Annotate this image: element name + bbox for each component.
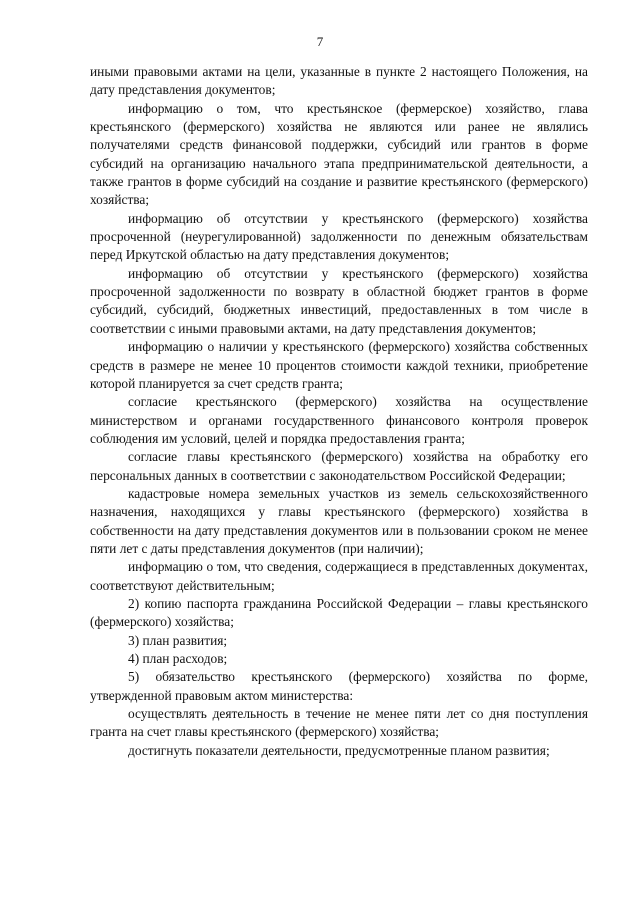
- paragraph: информацию о наличии у крестьянского (фермерского) хозяйства собственных средств в размере не менее 10 процентов стоимости каждой техники, приобретение которой планируется за счет средств гранта;: [90, 339, 588, 391]
- paragraph: информацию об отсутствии у крестьянского (фермерского) хозяйства просроченной (неурегулированной) задолженности по денежным обязательствам перед Иркутской областью на дату представления документов;: [90, 210, 588, 263]
- paragraph: 4) план расходов;: [128, 651, 228, 666]
- paragraph: 5) обязательство крестьянского (фермерского) хозяйства по форме, утвержденной правовым актом министерства:: [90, 669, 588, 703]
- paragraph: кадастровые номера земельных участков из земель сельскохозяйственного назначения, находящихся у главы крестьянского (фермерского) хозяйства в собственности на дату представления документов или в пользовании сроком не менее пяти лет с даты представления документов (при наличии);: [90, 485, 588, 556]
- paragraph: информацию об отсутствии у крестьянского (фермерского) хозяйства просроченной задолженности по возврату в областной бюджет грантов в форме субсидий, субсидий, бюджетных инвестиций, предоставленных в том числе в соответствии с иными правовыми актами, на дату представления документов;: [90, 265, 588, 336]
- paragraph: 3) план развития;: [128, 632, 228, 648]
- document-body: [90, 63, 588, 760]
- page-number: 7: [316, 34, 324, 49]
- paragraph: согласие главы крестьянского (фермерского) хозяйства на обработку его персональных данных в соответствии с законодательством Российской Федерации;: [90, 449, 588, 483]
- paragraph: 2) копию паспорта гражданина Российской Федерации – главы крестьянского (фермерского) хозяйства;: [90, 595, 588, 630]
- paragraph: информацию о том, что сведения, содержащиеся в представленных документах, соответствуют действительным;: [90, 559, 588, 593]
- paragraph: осуществлять деятельность в течение не менее пяти лет со дня поступления гранта на счет главы крестьянского (фермерского) хозяйства;: [90, 706, 588, 740]
- paragraph: достигнуть показатели деятельности, предусмотренные планом развития;: [128, 742, 550, 758]
- paragraph: иными правовыми актами на цели, указанные в пункте 2 настоящего Положения, на дату представления документов;: [90, 64, 588, 98]
- paragraph: согласие крестьянского (фермерского) хозяйства на осуществление министерством и органами государственного финансового контроля проверок соблюдения им условий, целей и порядка предоставления гранта;: [90, 394, 588, 446]
- paragraph: информацию о том, что крестьянское (фермерское) хозяйство, глава крестьянского (фермерского) хозяйства не являются или ранее не являлись получателями средств финансовой поддержки, субсидий или грантов в форме субсидий на организацию начального этапа предпринимательской деятельности, а также грантов в форме субсидий на создание и развитие крестьянского (фермерского) хозяйства;: [90, 100, 588, 208]
